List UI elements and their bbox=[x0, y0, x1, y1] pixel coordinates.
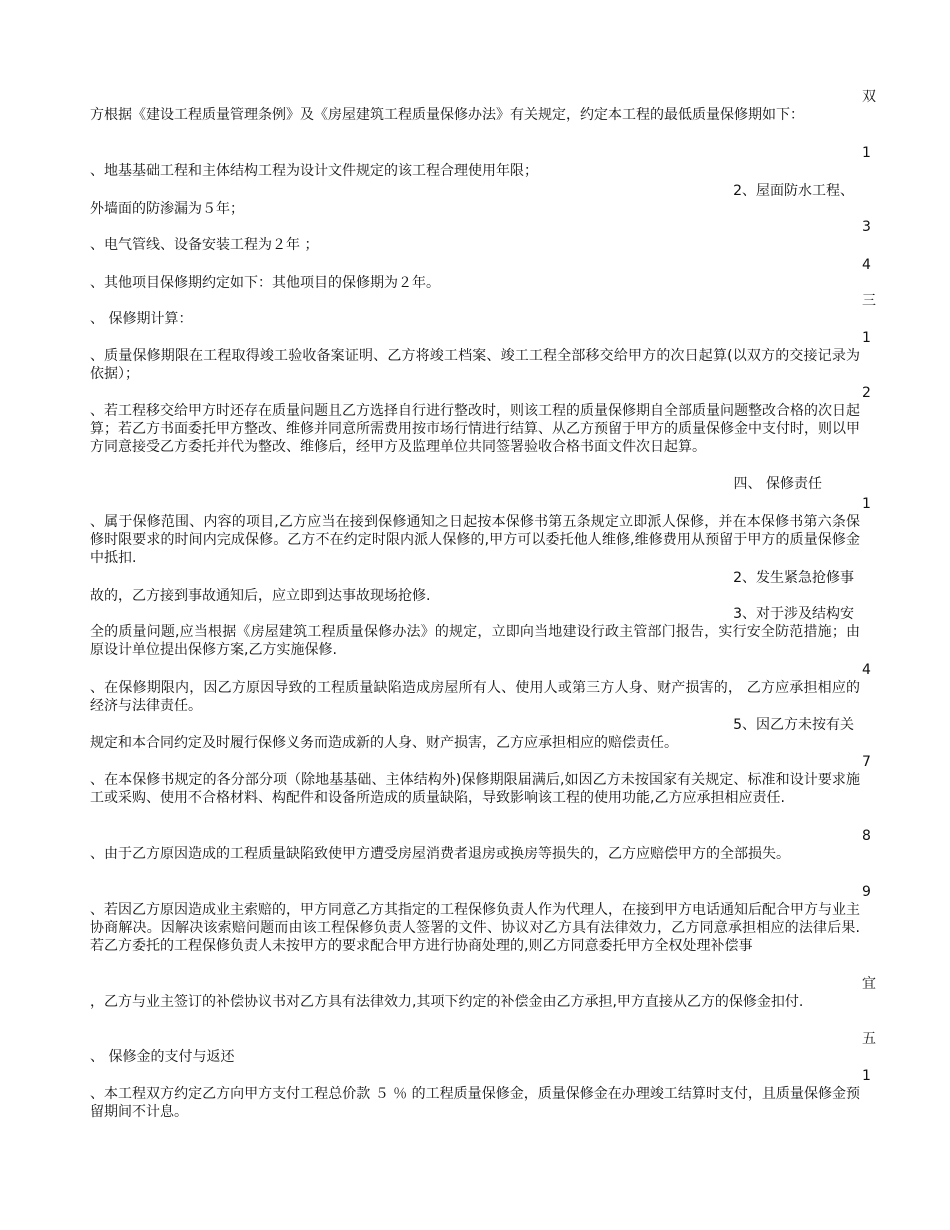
paragraph-continuation: 2、发生紧急抢修事 bbox=[733, 570, 854, 586]
paragraph-item: 、若因乙方原因造成业主索赔的，甲方同意乙方其指定的工程保修负责人作为代理人，在接到甲方电话通知后配合甲方与业主协商解决。因解决该索赔问题而由该工程保修负责人签署的文件、协议对乙方具有法律效力，乙方同意承担相应的法律后果.若乙方委托的工程保修负责人未按甲方的要求配合甲方进行协商处理的,则乙方同意委托甲方全权处理补偿事 bbox=[90, 902, 860, 954]
margin-marker: 4 bbox=[862, 257, 871, 273]
margin-marker: 9 bbox=[862, 884, 871, 900]
margin-marker: 五 bbox=[862, 1031, 876, 1047]
paragraph-item: 、电气管线、设备安装工程为２年 ； bbox=[90, 237, 319, 253]
margin-marker: 2 bbox=[862, 385, 871, 401]
paragraph-item: ，乙方与业主签订的补偿协议书对乙方具有法律效力,其项下约定的补偿金由乙方承担,甲方直接从乙方的保修金扣付. bbox=[90, 994, 804, 1010]
margin-marker: 宜 bbox=[862, 976, 876, 992]
paragraph-intro: 方根据《建设工程质量管理条例》及《房屋建筑工程质量保修办法》有关规定，约定本工程的最低质量保修期如下： bbox=[90, 107, 804, 123]
paragraph-continuation: 2、屋面防水工程、 bbox=[733, 183, 854, 199]
section-heading: 四、 保修责任 bbox=[733, 476, 822, 492]
margin-marker: 1 bbox=[862, 330, 871, 346]
paragraph-item: 、在本保修书规定的各分部分项（除地基基础、主体结构外)保修期限届满后,如因乙方未按国家有关规定、标准和设计要求施工或采购、使用不合格材料、构配件和设备所造成的质量缺陷，导致影响该工程的使用功能,乙方应承担相应责任. bbox=[90, 772, 860, 806]
section-heading: 、 保修金的支付与返还 bbox=[90, 1049, 235, 1065]
margin-marker: 1 bbox=[862, 496, 871, 512]
paragraph-item: 、本工程双方约定乙方向甲方支付工程总价款 ５ ％ 的工程质量保修金，质量保修金在办理竣工结算时支付，且质量保修金预留期间不计息。 bbox=[90, 1086, 860, 1120]
paragraph-item: 、属于保修范围、内容的项目,乙方应当在接到保修通知之日起按本保修书第五条规定立即派人保修，并在本保修书第六条保修时限要求的时间内完成保修。乙方不在约定时限内派人保修的,甲方可以委托他人维修,维修费用从预留于甲方的质量保修金中抵扣. bbox=[90, 514, 860, 566]
margin-marker: 1 bbox=[862, 1068, 871, 1084]
paragraph-item: 规定和本合同约定及时履行保修义务而造成新的人身、财产损害，乙方应承担相应的赔偿责任。 bbox=[90, 735, 678, 751]
paragraph-item: 、质量保修期限在工程取得竣工验收备案证明、乙方将竣工档案、竣工工程全部移交给甲方的次日起算(以双方的交接记录为依据）； bbox=[90, 348, 860, 382]
paragraph-item: 、若工程移交给甲方时还存在质量问题且乙方选择自行进行整改时，则该工程的质量保修期自全部质量问题整改合格的次日起算；若乙方书面委托甲方整改、维修并同意所需费用按市场行情进行结算、从乙方预留于甲方的质量保修金中支付时，则以甲方同意接受乙方委托并代为整改、维修后，经甲方及监理单位共同签署验收合格书面文件次日起算。 bbox=[90, 403, 860, 455]
paragraph-item: 、由于乙方原因造成的工程质量缺陷致使甲方遭受房屋消费者退房或换房等损失的，乙方应赔偿甲方的全部损失。 bbox=[90, 846, 790, 862]
margin-marker: 三 bbox=[862, 293, 876, 309]
margin-marker: 4 bbox=[862, 662, 871, 678]
paragraph-item: 外墙面的防渗漏为５年； bbox=[90, 201, 244, 217]
paragraph-item: 全的质量问题,应当根据《房屋建筑工程质量保修办法》的规定，立即向当地建设行政主管部门报告，实行安全防范措施；由原设计单位提出保修方案,乙方实施保修. bbox=[90, 624, 860, 658]
paragraph-continuation: 3、对于涉及结构安 bbox=[733, 606, 854, 622]
paragraph-item: 、在保修期限内，因乙方原因导致的工程质量缺陷造成房屋所有人、使用人或第三方人身、财产损害的， 乙方应承担相应的经济与法律责任。 bbox=[90, 680, 860, 714]
paragraph-item: 故的，乙方接到事故通知后，应立即到达事故现场抢修. bbox=[90, 588, 431, 604]
margin-marker: 双 bbox=[862, 89, 876, 105]
margin-marker: 3 bbox=[862, 219, 871, 235]
paragraph-item: 、地基基础工程和主体结构工程为设计文件规定的该工程合理使用年限； bbox=[90, 163, 538, 179]
section-heading: 、 保修期计算： bbox=[90, 311, 193, 327]
paragraph-item: 、其他项目保修期约定如下：其他项目的保修期为２年。 bbox=[90, 275, 440, 291]
margin-marker: 8 bbox=[862, 828, 871, 844]
margin-marker: 1 bbox=[862, 145, 871, 161]
paragraph-continuation: 5、因乙方未按有关 bbox=[733, 717, 854, 733]
margin-marker: 7 bbox=[862, 754, 871, 770]
